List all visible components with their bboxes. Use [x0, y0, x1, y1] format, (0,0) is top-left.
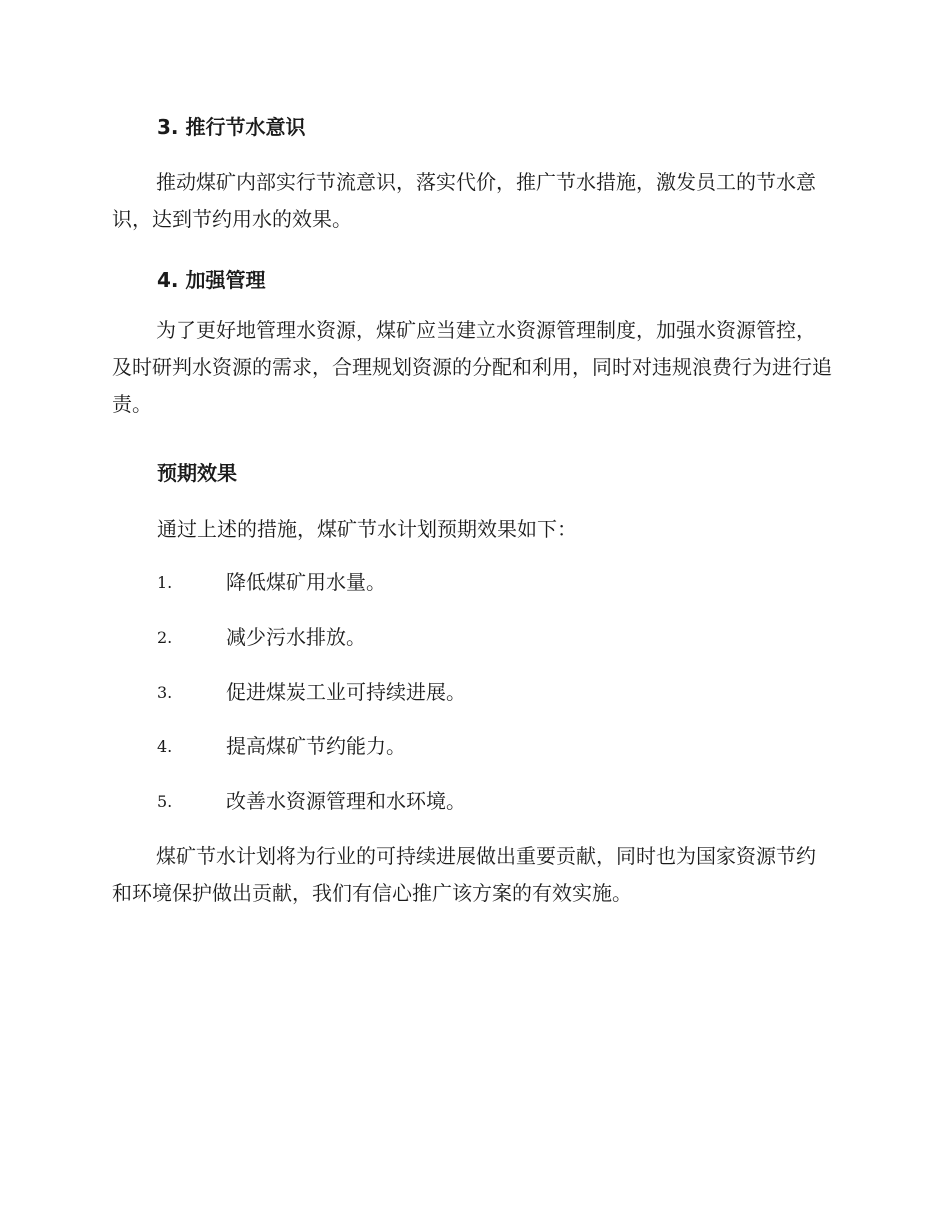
list-item-text: 促进煤炭工业可持续进展。 [226, 680, 466, 704]
conclusion-paragraph: 煤矿节水计划将为行业的可持续进展做出重要贡献，同时也为国家资源节约和环境保护做出贡献，我们有信心推广该方案的有效实施。 [112, 844, 816, 905]
section-heading-4: 4. 加强管理 [157, 268, 266, 292]
section-heading-3: 3. 推行节水意识 [157, 115, 306, 139]
list-item-text: 减少污水排放。 [226, 625, 366, 649]
list-item-number: 4. [157, 737, 173, 756]
list-item-number: 2. [157, 628, 173, 647]
list-item-text: 提高煤矿节约能力。 [226, 734, 406, 758]
list-item-number: 3. [157, 683, 173, 702]
list-item-text: 降低煤矿用水量。 [226, 570, 386, 594]
expected-effect-intro: 通过上述的措施，煤矿节水计划预期效果如下： [157, 517, 577, 541]
list-item-number: 5. [157, 792, 173, 811]
list-item-text: 改善水资源管理和水环境。 [226, 789, 466, 813]
section-heading-expected-effect: 预期效果 [157, 461, 237, 485]
list-item-number: 1. [157, 573, 173, 592]
section-paragraph-3: 推动煤矿内部实行节流意识，落实代价，推广节水措施，激发员工的节水意识，达到节约用水的效果。 [112, 170, 816, 231]
section-paragraph-4: 为了更好地管理水资源，煤矿应当建立水资源管理制度，加强水资源管控，及时研判水资源的需求，合理规划资源的分配和利用，同时对违规浪费行为进行追责。 [112, 318, 832, 416]
